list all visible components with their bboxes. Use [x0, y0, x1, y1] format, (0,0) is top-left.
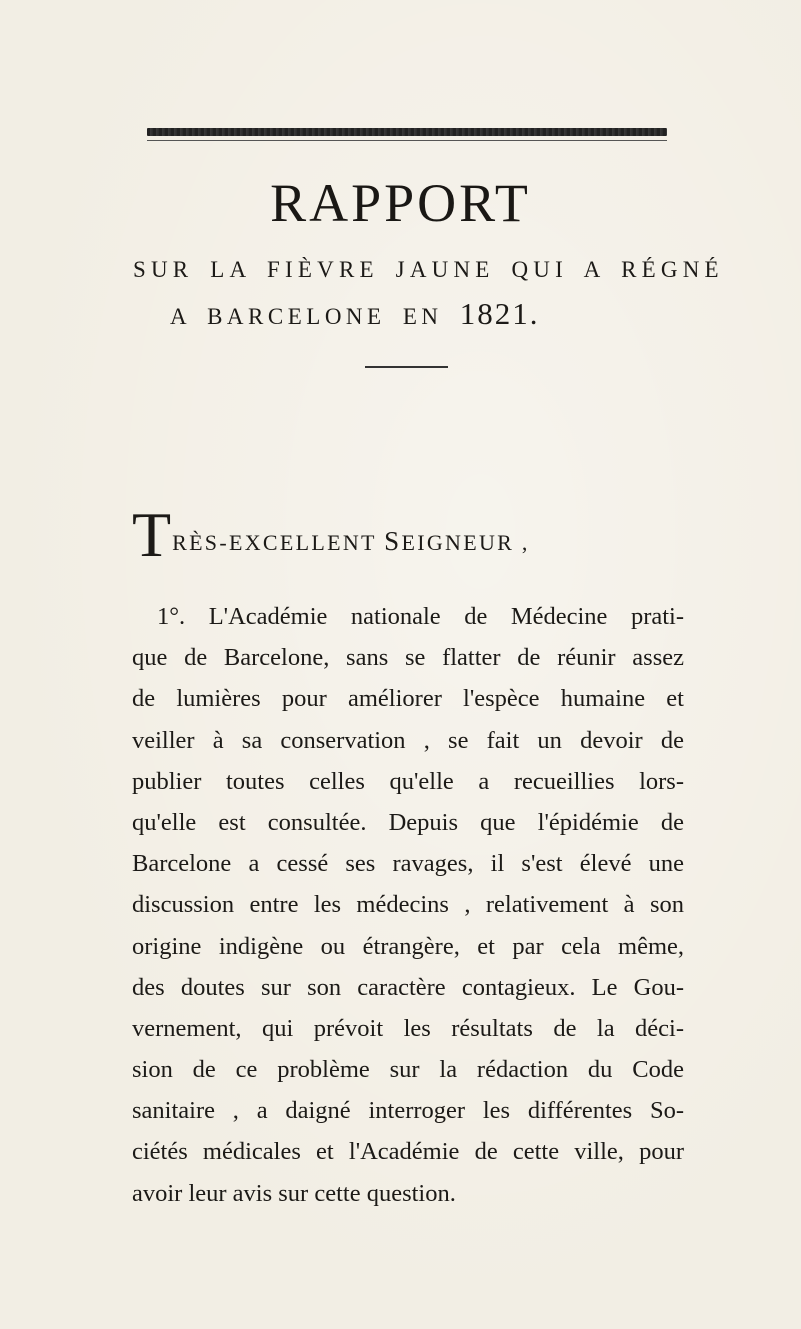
- paragraph-line: que de Barcelone, sans se flatter de réunir assez: [132, 644, 684, 672]
- paragraph-line: origine indigène ou étrangère, et par cela même,: [132, 932, 684, 960]
- paragraph-line: publier toutes celles qu'elle a recueillies lors-: [132, 767, 684, 795]
- paragraph-line: 1°. L'Académie nationale de Médecine prati-: [157, 603, 684, 630]
- paragraph-line: des doutes sur son caractère contagieux. Le Gou-: [132, 973, 684, 1001]
- paragraph-line: sion de ce problème sur la rédaction du Code: [132, 1056, 684, 1084]
- salutation: [132, 499, 530, 570]
- subtitle-line-2: [170, 296, 540, 332]
- paragraph-line: ciétés médicales et l'Académie de cette ville, pour: [132, 1138, 684, 1166]
- paragraph-line: Barcelone a cessé ses ravages, il s'est élevé une: [132, 850, 684, 878]
- subtitle-line-1: SUR LA FIÈVRE JAUNE QUI A RÉGNÉ: [133, 257, 724, 282]
- paragraph-line: discussion entre les médecins , relativement à son: [132, 891, 684, 919]
- header-thin-rule: [147, 140, 667, 141]
- section-divider: [365, 366, 448, 368]
- paragraph-line: vernement, qui prévoit les résultats de la déci-: [132, 1014, 684, 1042]
- subtitle-line-2-text: A BARCELONE EN: [170, 304, 443, 329]
- subtitle-year: 1821.: [459, 296, 540, 331]
- paragraph-line: veiller à sa conservation , se fait un devoir de: [132, 726, 684, 754]
- paragraph-line: avoir leur avis sur cette question.: [132, 1179, 456, 1207]
- salutation-part-b: EIGNEUR ,: [401, 530, 530, 555]
- body-paragraph: [132, 596, 684, 1214]
- paragraph-line: qu'elle est consultée. Depuis que l'épidémie de: [132, 808, 684, 836]
- header-ornamental-rule: [147, 128, 667, 136]
- paragraph-line: sanitaire , a daigné interroger les différentes So-: [132, 1097, 684, 1125]
- salutation-part-a: RÈS-EXCELLENT: [172, 530, 385, 555]
- salutation-dropcap: T: [132, 499, 172, 570]
- document-title: RAPPORT: [270, 173, 531, 233]
- salutation-cap-s: S: [384, 526, 402, 556]
- paragraph-line: de lumières pour améliorer l'espèce humaine et: [132, 685, 684, 713]
